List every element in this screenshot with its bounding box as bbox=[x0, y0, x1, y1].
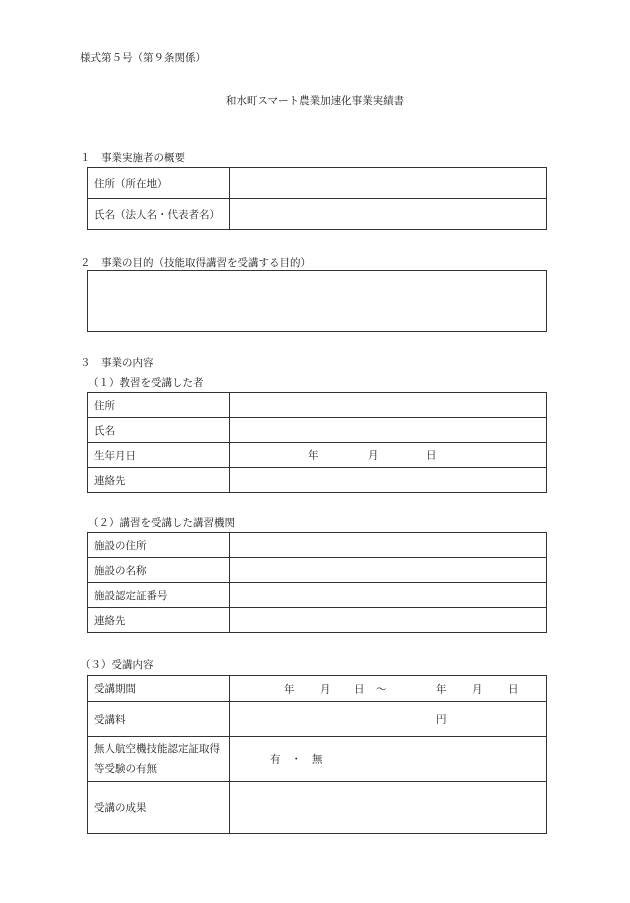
trainee-name-label: 氏名 bbox=[88, 418, 230, 443]
purpose-field[interactable] bbox=[88, 271, 547, 332]
page-title: 和水町スマート農業加速化事業実績書 bbox=[225, 95, 405, 107]
fee-label: 受講料 bbox=[88, 702, 230, 737]
form-number: 様式第５号（第９条関係） bbox=[80, 52, 206, 64]
name-field[interactable] bbox=[230, 199, 547, 230]
trainee-contact-label: 連絡先 bbox=[88, 468, 230, 493]
trainee-address-label: 住所 bbox=[88, 393, 230, 418]
section1-heading: １ 事業実施者の概要 bbox=[80, 152, 185, 164]
facility-contact-label: 連絡先 bbox=[88, 608, 230, 633]
period-end-day: 日 bbox=[508, 683, 519, 695]
result-label: 受講の成果 bbox=[88, 782, 230, 834]
facility-name-field[interactable] bbox=[230, 558, 547, 583]
period-field[interactable] bbox=[230, 676, 547, 702]
period-tilde: ～ bbox=[376, 683, 387, 695]
course-table bbox=[87, 675, 547, 834]
fee-unit: 円 bbox=[436, 713, 447, 726]
exam-label: 無人航空機技能認定証取得等受験の有無 bbox=[88, 737, 230, 782]
period-label: 受講期間 bbox=[88, 676, 230, 702]
section3-heading: ３ 事業の内容 bbox=[80, 357, 154, 369]
period-start-year: 年 bbox=[284, 683, 295, 695]
sub2-heading: （２）講習を受講した講習機関 bbox=[88, 517, 235, 529]
section1-table bbox=[87, 167, 547, 230]
trainee-name-field[interactable] bbox=[230, 418, 547, 443]
exam-field[interactable] bbox=[230, 737, 547, 782]
address-field[interactable] bbox=[230, 168, 547, 199]
trainee-contact-field[interactable] bbox=[230, 468, 547, 493]
period-end-year: 年 bbox=[436, 683, 447, 695]
sub1-heading: （１）教習を受講した者 bbox=[88, 377, 204, 389]
period-start-month: 月 bbox=[320, 683, 331, 695]
facility-address-label: 施設の住所 bbox=[88, 533, 230, 558]
period-start-day: 日 bbox=[354, 683, 365, 695]
facility-cert-label: 施設認定証番号 bbox=[88, 583, 230, 608]
sub3-heading: （３）受講内容 bbox=[80, 659, 154, 671]
birthdate-field[interactable] bbox=[230, 443, 547, 468]
section2-table bbox=[87, 270, 547, 332]
birth-year-unit: 年 bbox=[308, 449, 319, 462]
birthdate-label: 生年月日 bbox=[88, 443, 230, 468]
facility-name-label: 施設の名称 bbox=[88, 558, 230, 583]
exam-choice[interactable]: 有 ・ 無 bbox=[270, 753, 323, 766]
trainee-table bbox=[87, 392, 547, 493]
name-label: 氏名（法人名・代表者名） bbox=[88, 199, 230, 230]
fee-field[interactable] bbox=[230, 702, 547, 737]
result-field[interactable] bbox=[230, 782, 547, 834]
birth-month-unit: 月 bbox=[368, 449, 379, 462]
facility-contact-field[interactable] bbox=[230, 608, 547, 633]
trainee-address-field[interactable] bbox=[230, 393, 547, 418]
facility-address-field[interactable] bbox=[230, 533, 547, 558]
section2-heading: ２ 事業の目的（技能取得講習を受講する目的） bbox=[80, 257, 311, 269]
birth-day-unit: 日 bbox=[426, 449, 437, 462]
facility-cert-field[interactable] bbox=[230, 583, 547, 608]
address-label: 住所（所在地） bbox=[88, 168, 230, 199]
period-end-month: 月 bbox=[472, 683, 483, 695]
institution-table bbox=[87, 532, 547, 633]
